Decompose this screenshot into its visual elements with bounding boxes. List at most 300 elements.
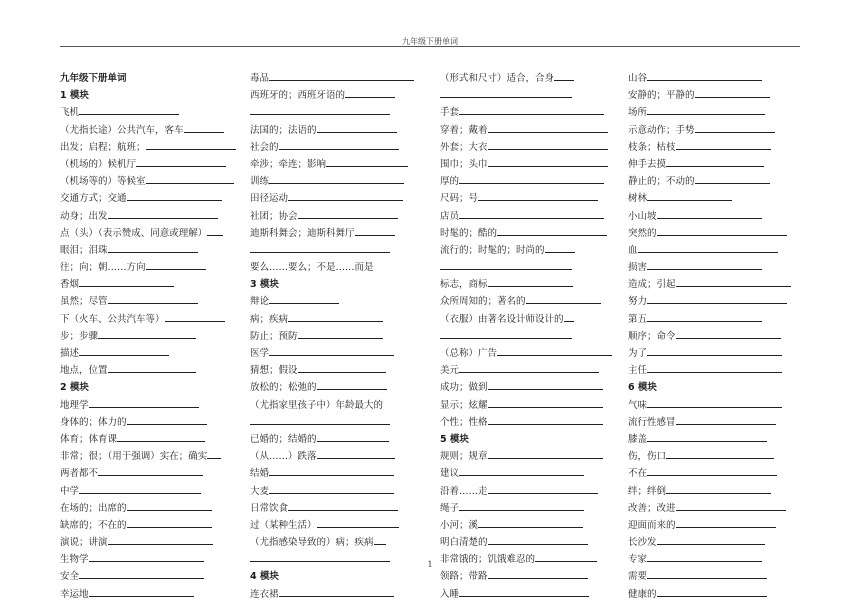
vocab-prompt: 伸手去摸: [628, 158, 667, 170]
vocab-prompt: 个性；性格: [440, 416, 488, 428]
vocab-prompt: 体育；体育课: [60, 433, 118, 445]
vocab-row: [440, 517, 618, 534]
answer-blank[interactable]: [374, 535, 386, 545]
vocab-prompt: 虽然；尽管: [60, 296, 108, 308]
section-title: 1 模块: [60, 90, 89, 102]
vocab-prompt: （从……）跌落: [250, 451, 317, 463]
answer-blank[interactable]: [488, 157, 608, 167]
answer-blank[interactable]: [647, 191, 732, 201]
vocab-row: [628, 568, 806, 585]
vocab-prompt: 膝盖: [628, 433, 648, 445]
vocab-row: [628, 517, 806, 534]
vocab-prompt: 健康的: [628, 588, 657, 600]
page-number: 1: [427, 560, 433, 569]
vocab-prompt: 损害: [628, 262, 648, 274]
answer-blank[interactable]: [459, 209, 604, 219]
vocab-row: [440, 208, 618, 225]
vocab-prompt: 交通方式；交通: [60, 193, 127, 205]
answer-blank[interactable]: [488, 398, 603, 408]
answer-blank[interactable]: [647, 105, 765, 115]
answer-blank[interactable]: [647, 432, 767, 442]
answer-blank[interactable]: [695, 174, 770, 184]
vocab-row: [250, 259, 428, 276]
vocab-row: [628, 414, 806, 431]
answer-blank[interactable]: [647, 466, 777, 476]
answer-blank[interactable]: [269, 484, 394, 494]
answer-blank[interactable]: [79, 484, 201, 494]
vocab-row: [440, 534, 618, 551]
answer-blank[interactable]: [317, 123, 397, 133]
answer-blank[interactable]: [98, 466, 203, 476]
answer-blank[interactable]: [488, 569, 588, 579]
vocab-prompt: 明白清楚的: [440, 537, 488, 549]
vocab-prompt: 安全: [60, 571, 80, 583]
answer-blank[interactable]: [666, 484, 771, 494]
vocab-prompt: （机场的）候机厅: [60, 158, 137, 170]
answer-blank[interactable]: [554, 71, 574, 81]
vocab-row: [60, 362, 238, 379]
section-title: 2 模块: [60, 382, 89, 394]
vocab-row: [440, 568, 618, 585]
vocab-prompt: 迪斯科舞会；迪斯科舞厅: [250, 227, 355, 239]
vocab-row: [440, 483, 618, 500]
vocab-prompt: 中学: [60, 485, 80, 497]
vocab-row: [60, 448, 238, 465]
vocab-prompt: 树林: [628, 193, 648, 205]
vocab-row: [628, 311, 806, 328]
vocab-row: [250, 225, 428, 242]
vocab-row: [250, 311, 428, 328]
vocab-prompt: 为了: [628, 348, 648, 359]
answer-blank[interactable]: [279, 140, 399, 150]
vocab-row: [440, 242, 618, 259]
vocab-prompt: 绳子: [440, 502, 460, 514]
answer-blank[interactable]: [288, 191, 403, 201]
answer-blank[interactable]: [676, 501, 786, 511]
vocab-row: [250, 208, 428, 225]
vocab-row: [250, 448, 428, 465]
vocab-row: [440, 139, 618, 156]
answer-blank[interactable]: [657, 587, 767, 597]
vocab-row: [440, 414, 618, 431]
vocab-prompt: 大麦: [250, 485, 270, 497]
vocab-row: [60, 483, 238, 500]
answer-blank[interactable]: [459, 105, 604, 115]
vocab-prompt: （尤指感染导致的）病；疾病: [250, 537, 374, 549]
column-3: [440, 70, 618, 603]
vocab-row: [628, 586, 806, 603]
answer-blank[interactable]: [108, 209, 218, 219]
vocab-row: [250, 517, 428, 534]
vocab-row: [250, 414, 428, 431]
vocab-row: [60, 431, 238, 448]
vocab-prompt: 西班牙的；西班牙语的: [250, 90, 346, 102]
vocab-prompt: 缺席的；不在的: [60, 519, 127, 531]
answer-blank[interactable]: [488, 380, 603, 390]
column-4: [628, 70, 806, 603]
vocab-row: [60, 328, 238, 345]
vocab-prompt: 要么……要么；不是……而是: [250, 262, 374, 274]
answer-blank[interactable]: [127, 415, 207, 425]
answer-blank[interactable]: [647, 312, 762, 322]
vocab-row: [250, 156, 428, 173]
answer-blank[interactable]: [207, 449, 221, 459]
vocab-row: [440, 362, 618, 379]
vocab-prompt: 主任: [628, 365, 648, 377]
vocab-prompt: 流行性感冒: [628, 416, 676, 428]
vocab-row: [250, 328, 428, 345]
answer-blank[interactable]: [647, 363, 782, 373]
vocab-row: [60, 586, 238, 603]
answer-blank[interactable]: [146, 140, 236, 150]
vocab-prompt: （尤指长途）公共汽车，客车: [60, 124, 184, 136]
vocab-row: [628, 242, 806, 259]
answer-blank[interactable]: [79, 346, 169, 356]
vocab-prompt: 沿着……走: [440, 485, 488, 497]
answer-blank[interactable]: [79, 105, 179, 115]
vocab-prompt: 过（某种生活）: [250, 519, 317, 531]
vocab-prompt: 在场的；出席的: [60, 502, 127, 514]
answer-blank[interactable]: [288, 501, 398, 511]
answer-blank[interactable]: [269, 466, 394, 476]
vocab-prompt: 描述: [60, 348, 80, 359]
answer-blank[interactable]: [298, 329, 383, 339]
vocab-prompt: 穿着；戴着: [440, 124, 488, 136]
answer-blank[interactable]: [269, 294, 339, 304]
answer-blank[interactable]: [488, 449, 603, 459]
answer-blank[interactable]: [89, 587, 194, 597]
answer-blank[interactable]: [647, 260, 762, 270]
answer-blank[interactable]: [108, 363, 196, 373]
answer-blank[interactable]: [488, 415, 603, 425]
vocab-prompt: 手套: [440, 107, 460, 119]
section-heading: [60, 87, 238, 104]
vocab-row: [440, 87, 618, 104]
vocab-prompt: 迎面而来的: [628, 519, 676, 531]
vocab-row: [628, 139, 806, 156]
answer-blank[interactable]: [298, 363, 386, 373]
vocab-row: [440, 311, 618, 328]
vocab-prompt: 标志，商标: [440, 279, 488, 291]
answer-blank[interactable]: [250, 415, 390, 425]
vocab-row: [250, 139, 428, 156]
vocab-prompt: 小山坡: [628, 210, 657, 222]
answer-blank[interactable]: [695, 88, 770, 98]
vocab-row: [60, 242, 238, 259]
vocab-row: [60, 122, 238, 139]
vocab-prompt: 造成；引起: [628, 279, 676, 291]
vocab-row: [440, 259, 618, 276]
vocab-prompt: 入睡: [440, 588, 460, 600]
answer-blank[interactable]: [459, 501, 584, 511]
answer-blank[interactable]: [647, 346, 782, 356]
answer-blank[interactable]: [676, 140, 771, 150]
vocab-row: [60, 311, 238, 328]
vocab-row: [440, 328, 618, 345]
vocab-row: [628, 156, 806, 173]
vocab-prompt: 训练: [250, 176, 270, 188]
vocab-row: [440, 500, 618, 517]
vocab-row: [628, 190, 806, 207]
vocab-row: [60, 139, 238, 156]
section-heading: [60, 70, 238, 87]
vocab-row: [250, 431, 428, 448]
answer-blank[interactable]: [279, 587, 394, 597]
vocab-row: [60, 259, 238, 276]
vocab-row: [250, 362, 428, 379]
vocab-row: [60, 500, 238, 517]
answer-blank[interactable]: [207, 226, 223, 236]
vocab-row: [628, 208, 806, 225]
vocab-row: [440, 156, 618, 173]
vocab-prompt: 香烟: [60, 279, 80, 291]
vocab-prompt: 往；向；朝……方向: [60, 262, 146, 274]
answer-blank[interactable]: [146, 174, 234, 184]
vocab-row: [60, 190, 238, 207]
section-title: 6 模块: [628, 382, 657, 394]
vocab-prompt: 突然的: [628, 227, 657, 239]
answer-blank[interactable]: [695, 123, 775, 133]
answer-blank[interactable]: [666, 157, 764, 167]
answer-blank[interactable]: [564, 312, 574, 322]
vocab-row: [250, 586, 428, 603]
answer-blank[interactable]: [676, 415, 776, 425]
vocab-prompt: 尺码；号: [440, 193, 479, 205]
section-title: 5 模块: [440, 433, 469, 445]
answer-blank[interactable]: [647, 398, 782, 408]
answer-blank[interactable]: [647, 294, 787, 304]
answer-blank[interactable]: [345, 88, 395, 98]
answer-blank[interactable]: [657, 535, 765, 545]
vocab-row: [250, 293, 428, 310]
vocab-row: [60, 414, 238, 431]
section-title: 九年级下册单词: [60, 73, 127, 84]
vocab-row: [628, 534, 806, 551]
answer-blank[interactable]: [657, 226, 787, 236]
answer-blank[interactable]: [355, 226, 395, 236]
vocab-row: [250, 70, 428, 87]
vocab-row: [60, 568, 238, 585]
vocab-row: [628, 259, 806, 276]
vocab-prompt: 第五: [628, 313, 648, 325]
answer-blank[interactable]: [676, 329, 781, 339]
answer-blank[interactable]: [127, 191, 222, 201]
vocab-row: [440, 448, 618, 465]
answer-blank[interactable]: [497, 226, 607, 236]
vocab-prompt: 已婚的；结婚的: [250, 433, 317, 445]
vocab-prompt: 连衣裙: [250, 588, 279, 600]
vocab-row: [60, 397, 238, 414]
vocab-prompt: （形式和尺寸）适合，合身: [440, 73, 555, 84]
vocab-row: [628, 104, 806, 121]
answer-blank[interactable]: [108, 535, 213, 545]
vocab-row: [628, 500, 806, 517]
vocab-prompt: 需要: [628, 571, 648, 583]
vocab-prompt: 演说；讲演: [60, 537, 108, 549]
vocab-prompt: 点（头）（表示赞成、同意或理解）: [60, 227, 208, 239]
answer-blank[interactable]: [127, 518, 212, 528]
answer-blank[interactable]: [488, 277, 573, 287]
vocab-row: [250, 242, 428, 259]
vocab-row: [628, 122, 806, 139]
answer-blank[interactable]: [136, 157, 226, 167]
vocab-row: [628, 431, 806, 448]
vocab-row: [250, 122, 428, 139]
vocab-prompt: 社会的: [250, 141, 279, 153]
vocab-prompt: 外套；大衣: [440, 141, 488, 153]
vocab-prompt: 气味: [628, 399, 648, 411]
answer-blank[interactable]: [638, 243, 778, 253]
vocab-prompt: 猜想；假设: [250, 365, 298, 377]
answer-blank[interactable]: [497, 346, 612, 356]
answer-blank[interactable]: [488, 484, 598, 494]
answer-blank[interactable]: [459, 587, 589, 597]
answer-blank[interactable]: [676, 518, 776, 528]
vocab-row: [440, 104, 618, 121]
answer-blank[interactable]: [459, 174, 604, 184]
vocab-row: [60, 104, 238, 121]
answer-blank[interactable]: [488, 535, 588, 545]
vocab-row: [250, 483, 428, 500]
vocab-prompt: 两者都不: [60, 468, 99, 480]
vocab-prompt: 血: [628, 244, 638, 256]
vocab-prompt: （衣服）由著名设计师设计的: [440, 313, 564, 325]
answer-blank[interactable]: [127, 501, 212, 511]
answer-blank[interactable]: [478, 191, 598, 201]
vocab-prompt: 放松的；松弛的: [250, 382, 317, 394]
vocab-prompt: 场所: [628, 107, 648, 119]
answer-blank[interactable]: [459, 363, 599, 373]
vocab-prompt: 厚的: [440, 176, 460, 188]
answer-blank[interactable]: [488, 123, 608, 133]
vocab-row: [60, 225, 238, 242]
answer-blank[interactable]: [108, 294, 198, 304]
vocab-row: [60, 293, 238, 310]
vocab-prompt: 小河；溪: [440, 519, 479, 531]
answer-blank[interactable]: [250, 243, 390, 253]
section-title: 4 模块: [250, 571, 279, 583]
answer-blank[interactable]: [317, 449, 395, 459]
vocab-prompt: 下（火车、公共汽车等）: [60, 313, 165, 325]
answer-blank[interactable]: [117, 432, 205, 442]
answer-blank[interactable]: [647, 71, 762, 81]
vocab-row: [60, 345, 238, 362]
vocab-prompt: 店员: [440, 210, 460, 222]
answer-blank[interactable]: [298, 209, 398, 219]
vocab-row: [250, 534, 428, 551]
vocab-row: [440, 122, 618, 139]
vocab-prompt: 时髦的；酷的: [440, 227, 498, 239]
vocab-row: [440, 190, 618, 207]
vocab-prompt: 病；疾病: [250, 313, 289, 325]
vocab-row: [250, 104, 428, 121]
vocab-prompt: 不在: [628, 468, 648, 480]
answer-blank[interactable]: [79, 277, 174, 287]
answer-blank[interactable]: [269, 346, 394, 356]
answer-blank[interactable]: [269, 71, 414, 81]
vocab-prompt: 美元: [440, 365, 460, 377]
answer-blank[interactable]: [108, 243, 198, 253]
answer-blank[interactable]: [459, 466, 584, 476]
vocab-prompt: 非常；很；（用于强调）实在；确实: [60, 451, 208, 463]
vocab-prompt: 伤，伤口: [628, 451, 667, 463]
answer-blank[interactable]: [440, 260, 572, 270]
vocab-prompt: 非常饿的；饥饿难忍的: [440, 554, 536, 566]
vocab-row: [628, 276, 806, 293]
answer-blank[interactable]: [526, 294, 601, 304]
answer-blank[interactable]: [317, 518, 399, 528]
answer-blank[interactable]: [89, 398, 199, 408]
answer-blank[interactable]: [647, 569, 767, 579]
section-heading: [440, 431, 618, 448]
vocab-prompt: 安静的；平静的: [628, 90, 695, 102]
answer-blank[interactable]: [146, 260, 206, 270]
column-1: [60, 70, 238, 603]
header-rule: [60, 46, 800, 47]
vocab-row: [60, 156, 238, 173]
vocab-row: [628, 87, 806, 104]
vocab-prompt: 顺序；命令: [628, 330, 676, 342]
vocab-prompt: 绊；绊倒: [628, 485, 667, 497]
vocab-row: [250, 190, 428, 207]
vocab-row: [250, 465, 428, 482]
vocab-row: [628, 173, 806, 190]
answer-blank[interactable]: [326, 157, 408, 167]
answer-blank[interactable]: [488, 140, 608, 150]
section-title: 3 模块: [250, 279, 279, 291]
vocab-row: [628, 465, 806, 482]
answer-blank[interactable]: [288, 312, 383, 322]
answer-blank[interactable]: [79, 569, 204, 579]
answer-blank[interactable]: [269, 174, 404, 184]
vocab-prompt: 步；步骤: [60, 330, 99, 342]
vocab-prompt: （总称）广告: [440, 348, 498, 359]
vocab-row: [628, 345, 806, 362]
vocab-row: [628, 293, 806, 310]
vocab-prompt: 显示；炫耀: [440, 399, 488, 411]
vocab-prompt: 建议: [440, 468, 460, 480]
answer-blank[interactable]: [440, 329, 572, 339]
column-2: [250, 70, 428, 603]
vocab-row: [60, 465, 238, 482]
vocab-row: [628, 328, 806, 345]
answer-blank[interactable]: [440, 88, 572, 98]
vocab-prompt: 成功；做到: [440, 382, 488, 394]
vocab-row: [60, 173, 238, 190]
section-heading: [250, 568, 428, 585]
answer-blank[interactable]: [317, 380, 387, 390]
vocab-row: [628, 483, 806, 500]
answer-blank[interactable]: [676, 277, 791, 287]
vocab-row: [60, 208, 238, 225]
answer-blank[interactable]: [184, 123, 224, 133]
vocab-prompt: 围巾；头巾: [440, 158, 488, 170]
vocab-row: [440, 70, 618, 87]
answer-blank[interactable]: [317, 432, 389, 442]
answer-blank[interactable]: [657, 209, 762, 219]
answer-blank[interactable]: [165, 312, 225, 322]
vocab-prompt: 流行的；时髦的；时尚的: [440, 244, 545, 256]
answer-blank[interactable]: [250, 105, 390, 115]
vocab-row: [440, 293, 618, 310]
vocab-prompt: 规则；规章: [440, 451, 488, 463]
answer-blank[interactable]: [98, 329, 196, 339]
answer-blank[interactable]: [478, 518, 583, 528]
vocab-row: [628, 448, 806, 465]
vocab-row: [628, 362, 806, 379]
answer-blank[interactable]: [545, 243, 575, 253]
answer-blank[interactable]: [666, 449, 774, 459]
